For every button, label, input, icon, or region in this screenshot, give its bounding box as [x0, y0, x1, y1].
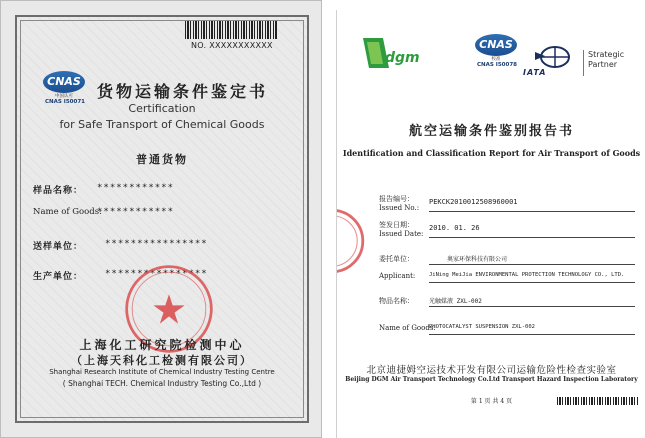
official-seal-icon — [336, 206, 367, 276]
goods-name-value-en: PHOTOCATALYST SUSPENSION ZXL-002 — [429, 324, 535, 330]
certificate-subtitle-en: for Safe Transport of Chemical Goods — [59, 118, 265, 131]
certificate-number: NO. XXXXXXXXXXX — [191, 41, 273, 50]
issued-date-label-cn: 签发日期： — [379, 221, 414, 229]
goods-name-label-en: Name of Goods: — [379, 324, 436, 332]
issued-date-label-en: Issued Date: — [379, 230, 424, 238]
issuer-name-cn: 上海化工研究院检测中心 — [79, 338, 245, 352]
field-value-sample-name: ************ — [97, 183, 175, 193]
barcode-icon — [557, 397, 639, 405]
applicant-label-cn: 委托单位： — [379, 255, 414, 263]
issuer-name-en: Shanghai Research Institute of Chemical Industry Testing Centre — [49, 368, 275, 376]
field-label-name-of-goods: Name of Goods: — [33, 207, 102, 217]
report-no-label-cn: 报告编号： — [379, 195, 414, 203]
svg-text:dgm: dgm — [385, 50, 420, 66]
report-right: dgm CNAS 校准 CNAS I50078 IATA Strategic Partner 航空运输条件鉴别报告书 Identification and Classification Report for Air Transport of Goods 报告编号： Issued No.: PEKCK2010012508960001 签发日期： Issued Date: 2010. 01. 26 委托单位： 奥家环保科技有限公司 Applicant: JiNing MeiJia ENVIRONMENTAL PROTECTION TECHNOLOGY CO., LTD. 物品名称： 光触媒液 ZXL-002 Name of Goods: PHOTOCATALYST SUSPENSION ZXL-002 北京迪捷姆空运技术开发有限公司运输危险性检查实验室 Beijing DGM Air Transport Technology Co.Ltd Transport Hazard Inspection Laboratory 第 1 页 共 4 页 — [336, 10, 645, 438]
field-label-sample-name: 样品名称： — [33, 186, 84, 196]
applicant-value-en: JiNing MeiJia ENVIRONMENTAL PROTECTION TECHNOLOGY CO., LTD. — [429, 272, 625, 278]
iata-globe-icon — [533, 46, 577, 68]
certificate-title-en: Certification — [128, 102, 196, 115]
laboratory-name-cn: 北京迪捷姆空运技术开发有限公司运输危险性检查实验室 — [366, 365, 617, 376]
barcode-icon — [185, 21, 277, 39]
report-title-cn: 航空运输条件鉴别报告书 — [408, 124, 574, 139]
applicant-value-cn: 奥家环保科技有限公司 — [447, 256, 508, 263]
laboratory-name-en: Beijing DGM Air Transport Technology Co.Ltd Transport Hazard Inspection Laboratory — [345, 376, 638, 383]
issuer-subname-en: ( Shanghai TECH. Chemical Industry Testing Co.,Ltd ) — [62, 379, 262, 388]
field-value-name-of-goods: ************ — [97, 207, 175, 217]
iata-wordmark: IATA — [523, 68, 547, 77]
goods-name-label-cn: 物品名称： — [379, 297, 414, 305]
field-value-sender: **************** — [105, 239, 208, 249]
certificate-title-cn: 货物运输条件鉴定书 — [97, 82, 269, 101]
report-no-label-en: Issued No.: — [379, 204, 420, 212]
field-label-sender: 送样单位： — [33, 242, 84, 252]
field-label-manufacturer: 生产单位： — [33, 272, 84, 282]
issued-date-value: 2010. 01. 26 — [429, 224, 480, 232]
goods-name-value-cn: 光触媒液 ZXL-002 — [429, 298, 482, 305]
page-indicator: 第 1 页 共 4 页 — [470, 398, 513, 405]
issuer-subname-cn: （上海天科化工检测有限公司） — [71, 354, 253, 367]
logo-divider — [583, 50, 584, 76]
certificate-left: NO. XXXXXXXXXXX CNAS 中国认可 CNAS I50071 货物运输条件鉴定书 Certification for Safe Transport of Chemical Goods 普通货物 样品名称： ************ Name of Goods: ************ 送样单位： **************** 生产单位： **************** 上海化工研究院检测中心 （上海天科化工检测有限公司） Shanghai Research Institute of Chemical Industry Testing Centre ( Shanghai TECH. Chemical Industry Testing Co.,Ltd ) — [0, 0, 322, 438]
report-no-value: PEKCK2010012508960001 — [429, 198, 518, 206]
strategic-partner-label: Strategic Partner — [588, 50, 625, 69]
cargo-type: 普通货物 — [136, 153, 188, 166]
report-title-en: Identification and Classification Report for Air Transport of Goods — [342, 148, 641, 158]
field-value-manufacturer: **************** — [105, 269, 208, 279]
applicant-label-en: Applicant: — [379, 272, 416, 280]
dgm-logo — [361, 36, 421, 70]
